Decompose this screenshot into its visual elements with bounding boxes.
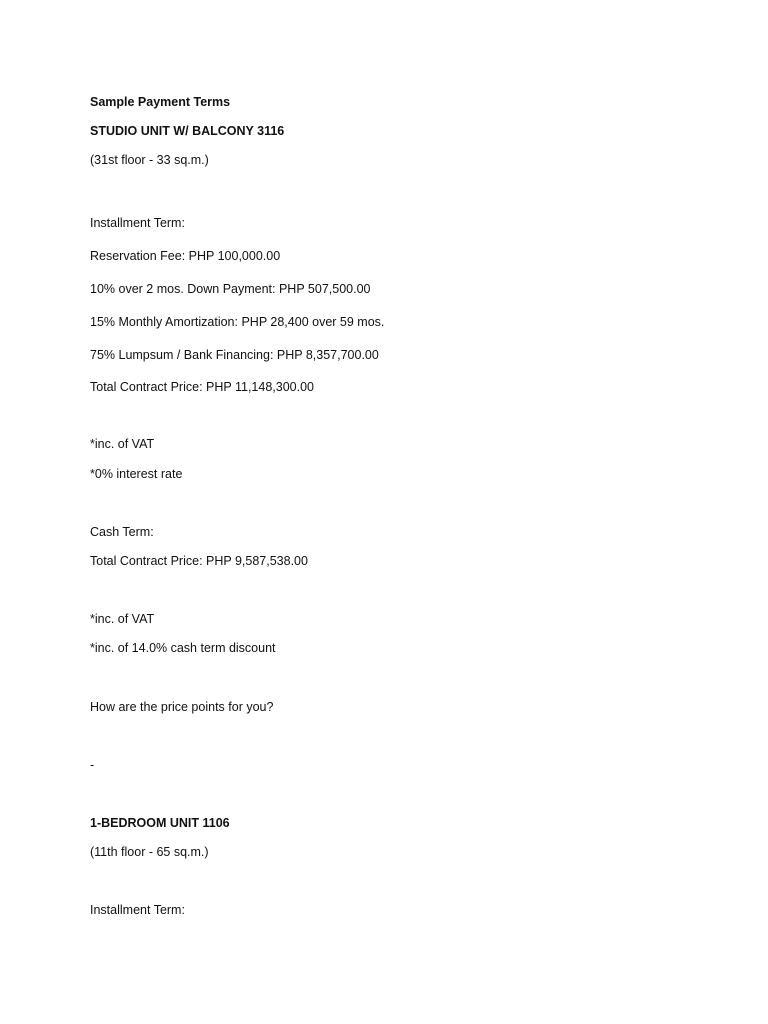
unit1-name: STUDIO UNIT W/ BALCONY 3116 (90, 124, 285, 138)
unit1-installment-heading: Installment Term: (90, 216, 185, 230)
section-separator: - (90, 758, 95, 772)
unit2-name: 1-BEDROOM UNIT 1106 (90, 816, 230, 830)
unit1-details: (31st floor - 33 sq.m.) (90, 153, 209, 167)
document-title: Sample Payment Terms (90, 95, 231, 109)
unit1-reservation-fee: Reservation Fee: PHP 100,000.00 (90, 249, 281, 263)
price-question: How are the price points for you? (90, 700, 274, 714)
unit1-down-payment: 10% over 2 mos. Down Payment: PHP 507,500.00 (90, 282, 371, 296)
unit1-cash-note-vat: *inc. of VAT (90, 612, 155, 626)
unit1-lumpsum: 75% Lumpsum / Bank Financing: PHP 8,357,700.00 (90, 348, 379, 362)
unit1-note-vat: *inc. of VAT (90, 437, 155, 451)
unit1-monthly-amortization: 15% Monthly Amortization: PHP 28,400 over 59 mos. (90, 315, 385, 329)
unit1-total-cash: Total Contract Price: PHP 9,587,538.00 (90, 554, 308, 568)
unit2-installment-heading: Installment Term: (90, 903, 185, 917)
unit1-cash-note-discount: *inc. of 14.0% cash term discount (90, 641, 276, 655)
unit1-cash-heading: Cash Term: (90, 525, 154, 539)
unit2-details: (11th floor - 65 sq.m.) (90, 845, 209, 859)
unit1-total-installment: Total Contract Price: PHP 11,148,300.00 (90, 380, 314, 394)
unit1-note-interest: *0% interest rate (90, 467, 183, 481)
